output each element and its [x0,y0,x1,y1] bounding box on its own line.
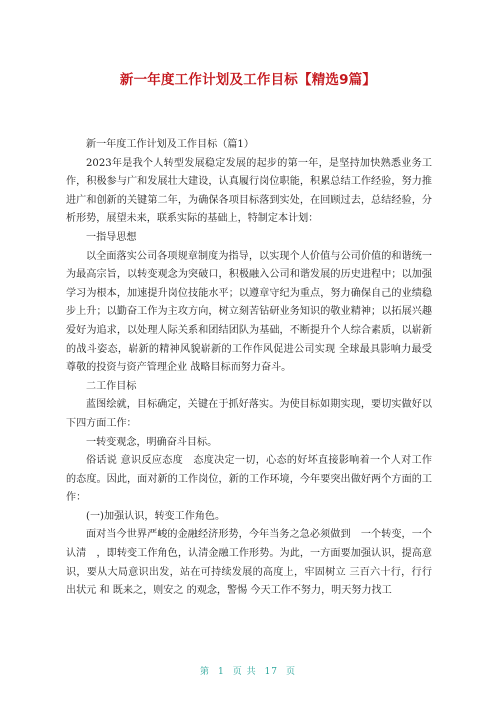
page-footer [0,664,496,677]
body-paragraph: 2023年是我个人转型发展稳定发展的起步的第一年，是坚持加快熟悉业务工作，积极参与广和发展壮大建设，认真履行岗位职能，积累总结工作经验，努力推进广和创新的关键第二年，为确保各项目标落到实处，在回顾过去，总结经验，分析形势，展望未来，联系实际的基础上，特制定本计划： [66,157,432,225]
section-heading: 二工作目标 [86,380,137,392]
subsection-heading: (一)加强认识，转变工作角色。 [86,510,226,522]
section-heading: 新一年度工作计划及工作目标（篇1） [86,139,254,150]
footer-suffix: 页 [286,667,297,677]
document-title: 新一年度工作计划及工作目标【精选9篇】 [119,72,377,88]
section-heading: 一指导思想 [86,231,137,243]
body-paragraph: 俗话说 意识反应态度 态度决定一切，心态的好坏直接影响着一个人对工作的态度。因此，面对新的工作岗位，新的工作环境，今年要突出做好两个方面的工作： [66,455,432,504]
footer-total-pages: 17 [264,667,279,677]
subsection-heading: 一转变观念，明确奋斗目标。 [86,436,218,448]
document-body [66,136,432,601]
body-paragraph: 以全面落实公司各项规章制度为指导，以实现个人价值与公司价值的和谐统一为最高宗旨，以转变观念为突破口，积极融入公司和谐发展的历史进程中；以加强学习为根本，加速提升岗位技能水平；以遵章守纪为重点，努力确保自己的业绩稳步上升；以勤奋工作为主攻方向，树立刻苦钻研业务知识的敬业精神；以拓展兴趣爱好为追求，以处理人际关系和团结团队为基础，不断提升个人综合素质，以崭新的战斗姿态，崭新的精神风貌崭新的工作作风促进公司实现 全球最具影响力最受尊敬的投资与资产管理企业 战略目标而努力奋斗。 [66,250,432,374]
footer-prefix: 第 [199,667,210,677]
footer-page-number: 1 [217,667,225,677]
body-paragraph: 面对当今世界严峻的金融经济形势，今年当务之急必须做到 一个转变，一个认清 ，即转变工作角色，认清金融工作形势。为此，一方面要加强认识，提高意识，要从大局意识出发，站在可持续发展的高度上，牢固树立 三百六十行，行行出状元 和 既来之，则安之 的观念，警惕 今天工作不努力，明天努力找工 [66,529,432,597]
body-paragraph: 蓝图绘就，目标确定，关键在于抓好落实。为使目标如期实现，要切实做好以下四方面工作： [66,399,432,429]
footer-middle: 页 共 [232,667,257,677]
